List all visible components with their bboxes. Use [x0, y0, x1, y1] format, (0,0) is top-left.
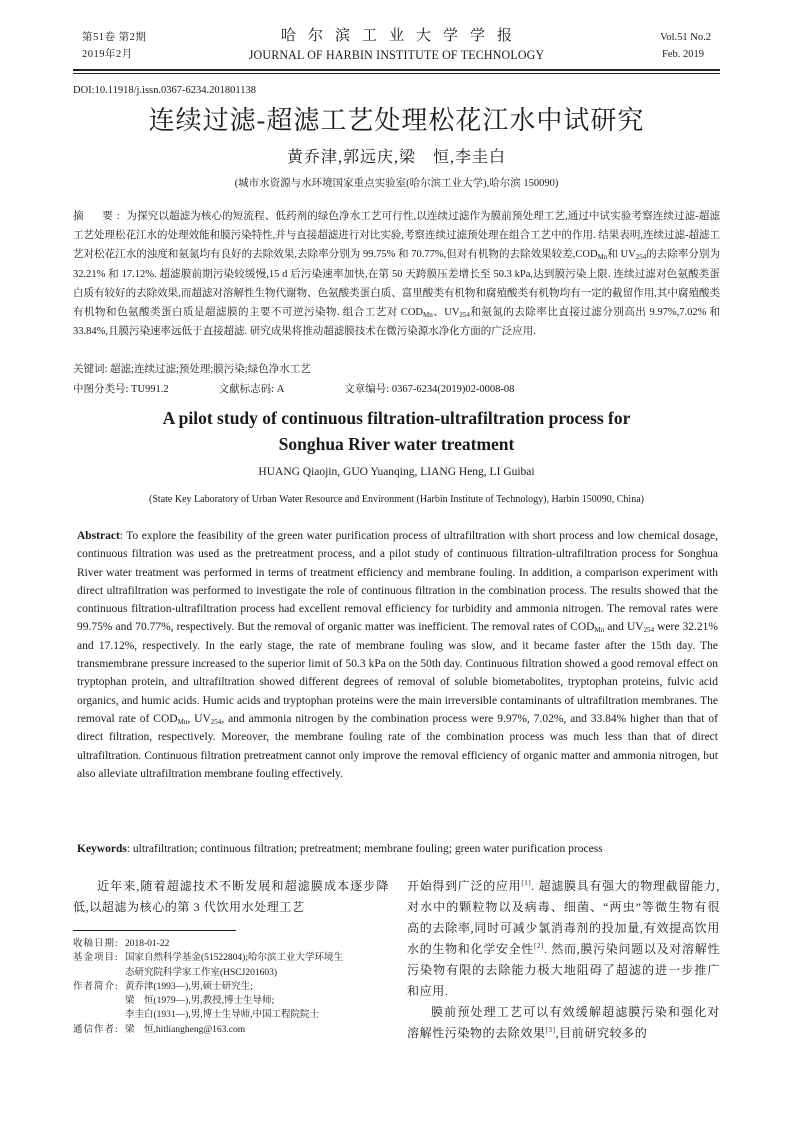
clc-number: 中图分类号: TU991.2 [73, 384, 169, 395]
paper-title-en [0, 405, 793, 457]
footnotes [73, 937, 393, 1037]
paper-title-cn: 连续过滤-超滤工艺处理松花江水中试研究 [148, 106, 645, 135]
subscript: Mn [177, 717, 188, 726]
subscript: Mn [594, 626, 605, 635]
subscript: 254 [635, 253, 647, 262]
document-code: 文献标志码: A [218, 384, 285, 395]
subscript: 254 [643, 626, 655, 635]
keywords-cn: 关键词: 超滤;连续过滤;预处理;膜污染;绿色净水工艺 [73, 364, 311, 375]
body-text: . 超滤膜具有强大的物理截留能力,对水中的颗粒物以及病毒、细菌、“两虫”等微生物有很高的去除率,同时可减少氯消毒剂的投加量,有效提高饮用水的生物和化学安全性 [407, 879, 720, 956]
abstract-cn-text: 和氨氮的去除率比直接过滤分别高出 9.97%,7.02% 和 33.84%,且膜污染速率远低于直接超滤. 研究成果将推动超滤膜技术在微污染源水净化方面的广泛应用. [73, 307, 720, 338]
body-text: 膜前预处理工艺可以有效缓解超滤膜污染和强化对溶解性污染物的去除效果 [407, 1005, 720, 1040]
abstract-cn-text: 为探究以超滤为核心的短流程、低药剂的绿色净水工艺可行性,以连续过滤作为膜前预处理工艺,通过中试实验考察连续过滤-超滤工艺处理松花江水的处理效能和膜污染特性,并与直接超滤进行对比实验,考察连续过滤预处理在组合工艺中的作用. 结果表明,连续过滤-超滤工艺对松花江水的浊度和氨氮均有良好的去除效果,去除率分别为 99.75% 和 70.77%,但对有机物的去除效果较差,COD [73, 211, 720, 261]
journal-title-cn: 哈尔滨工业大学学报 [280, 28, 524, 44]
article-number: 文章编号: 0367-6234(2019)02-0008-08 [344, 384, 515, 395]
volume-issue-cn: 第51卷 第2期 [82, 32, 147, 43]
body-paragraph: 近年来,随着超滤技术不断发展和超滤膜成本逐步降低,以超滤为核心的第 3 代饮用水处理工艺 [73, 879, 389, 914]
footnote-value: 2018-01-22 [125, 939, 170, 949]
footnote-value: 态研究院科学家工作室(HSCJ201603) [125, 967, 278, 978]
citation[interactable]: [3] [545, 1026, 556, 1034]
abstract-cn-text: 和 UV [607, 249, 636, 261]
footnote-email: 梁 恒,hitliangheng@163.com [125, 1024, 246, 1035]
abstract-en-label: Abstract [77, 530, 120, 542]
date-en: Feb. 2019 [662, 49, 704, 60]
body-left-column [73, 876, 389, 918]
keywords-en [77, 843, 718, 855]
body-right-column [407, 876, 720, 1044]
body-text: ,目前研究较多的 [555, 1026, 648, 1040]
abstract-en-text: were 32.21% and 17.12%, respectively. In the early stage, the rate of membrane fouling was slow, and it became faster after the 15th day. The transmembrane pressure increased to the superior limit of 50.3 kPa on the 50th day. Continuous filtration showed a good removal effect on tryptophan protein, and ultrafiltration showed different degrees of removal of soluble biometabolites, tryptophan proteins, fulvic acid organics, and humic acids. Humic acids and tryptophan proteins were the main irreversible contaminants of ultrafiltration membranes. The removal rate of COD [77, 621, 718, 725]
paper-title-en-line1: A pilot study of continuous filtration-ultrafiltration process for [162, 408, 631, 428]
journal-title-en: JOURNAL OF HARBIN INSTITUTE OF TECHNOLOGY [248, 47, 545, 62]
footnote-label: 通信作者: [73, 1024, 119, 1035]
subscript: Mn [597, 253, 608, 262]
paper-title-en-line2: Songhua River water treatment [278, 434, 515, 454]
body-paragraph [407, 876, 720, 1002]
footnote-label: 作者简介: [73, 981, 119, 992]
abstract-en [77, 527, 718, 783]
subscript: Mn [423, 311, 433, 320]
keywords-en-text: : ultrafiltration; continuous filtration; pretreatment; membrane fouling; green water purification process [126, 843, 603, 855]
footnote-value: 李圭白(1931—),男,博士生导师,中国工程院院士 [125, 1010, 319, 1021]
abstract-cn-text: 的去除率分别为 32.21% 和 17.12%. 超滤膜前期污染较缓慢,15 d 后污染速率加快,在第 50 天跨膜压差增长至 50.3 kPa,达到膜污染上限. 连续过滤对色氨酸类蛋白质有较好的去除效果,而超滤对溶解性生物代谢物、色氨酸类蛋白质、富里酸类有机物和腐殖酸类有机物均有一定的截留作用,其中腐殖酸类有机物和色氨酸类蛋白质是超滤膜的主要不可逆污染物. 组合工艺对 COD [73, 249, 720, 319]
abstract-en-text: : To explore the feasibility of the green water purification process of ultrafiltration with short process and low chemical dosage, continuous filtration was used as the pretreatment process, and a pilot study of continuous filtration-ultrafiltration process for Songhua River water treatment was performed in terms of treatment efficiency and membrane fouling. In addition, a comparison experiment with direct ultrafiltration was performed to investigate the role of continuous filtration in the combination process. The results showed that the continuous filtration-ultrafiltration process had excellent removal efficiency for turbidity and ammonia nitrogen. The removal rates were 99.75% and 70.77%, respectively. But the removal of organic matter was inefficient. The removal rates of COD [77, 530, 718, 634]
footnote-funding [73, 951, 393, 965]
citation[interactable]: [2] [534, 942, 544, 950]
body-paragraph [407, 1002, 720, 1044]
abstract-en-text: and UV [604, 621, 644, 634]
body-text: 开始得到广泛的应用 [407, 879, 522, 893]
subscript: 254 [210, 717, 222, 726]
citation[interactable]: [1] [521, 879, 532, 887]
footnote-label: 基金项目: [73, 953, 119, 964]
abstract-cn [73, 207, 720, 341]
keywords-en-label: Keywords [77, 843, 127, 855]
footnote-value: 国家自然科学基金(51522804);哈尔滨工业大学环境生 [125, 953, 343, 964]
footnote-received [73, 937, 393, 951]
footnote-correspondence [73, 1023, 393, 1037]
footnote-value: 黄乔津(1993—),男,硕士研究生; [125, 981, 253, 992]
abstract-cn-text: 、UV [432, 307, 460, 319]
authors-en: HUANG Qiaojin, GUO Yuanqing, LIANG Heng, LI Guibai [258, 466, 535, 478]
authors-cn: 黄乔津,郭远庆,梁 恒,李圭白 [286, 149, 506, 166]
journal-issue-en [660, 29, 711, 63]
affiliation-en: (State Key Laboratory of Urban Water Resource and Environment (Harbin Institute of Technology), Harbin 150090, China) [149, 494, 644, 505]
abstract-cn-label: 摘 要: [73, 211, 124, 222]
affiliation-cn: (城市水资源与水环境国家重点实验室(哈尔滨工业大学),哈尔滨 150090) [234, 178, 559, 189]
abstract-en-text: , and ammonia nitrogen by the combination process were 9.97%, 7.02%, and 33.84% higher than that of direct filtration, respectively. Moreover, the membrane fouling rate of the combination process was much less than that of direct ultrafiltration. Continuous filtration pretreatment cannot only improve the removal efficiency of organic matter and ammonia nitrogen, but also alleviate ultrafiltration membrane fouling effectively. [77, 712, 718, 780]
doi: DOI:10.11918/j.issn.0367-6234.201801138 [73, 85, 256, 96]
classification-line [73, 381, 720, 396]
header-rule-thin [73, 73, 720, 74]
footnote-authors [73, 980, 393, 994]
date-cn: 2019年2月 [82, 49, 133, 60]
abstract-en-text: , UV [187, 712, 211, 725]
volume-issue-en: Vol.51 No.2 [660, 32, 711, 43]
footnote-value: 梁 恒(1979—),男,教授,博士生导师; [125, 996, 275, 1007]
footnote-label: 收稿日期: [73, 939, 119, 949]
header-rule-thick [73, 69, 720, 71]
subscript: 254 [459, 311, 470, 320]
footnote-rule [73, 930, 236, 931]
body-text: . 然而,膜污染问题以及对溶解性污染物有限的去除能力极大地阻碍了超滤的进一步推广和应用. [407, 942, 720, 998]
